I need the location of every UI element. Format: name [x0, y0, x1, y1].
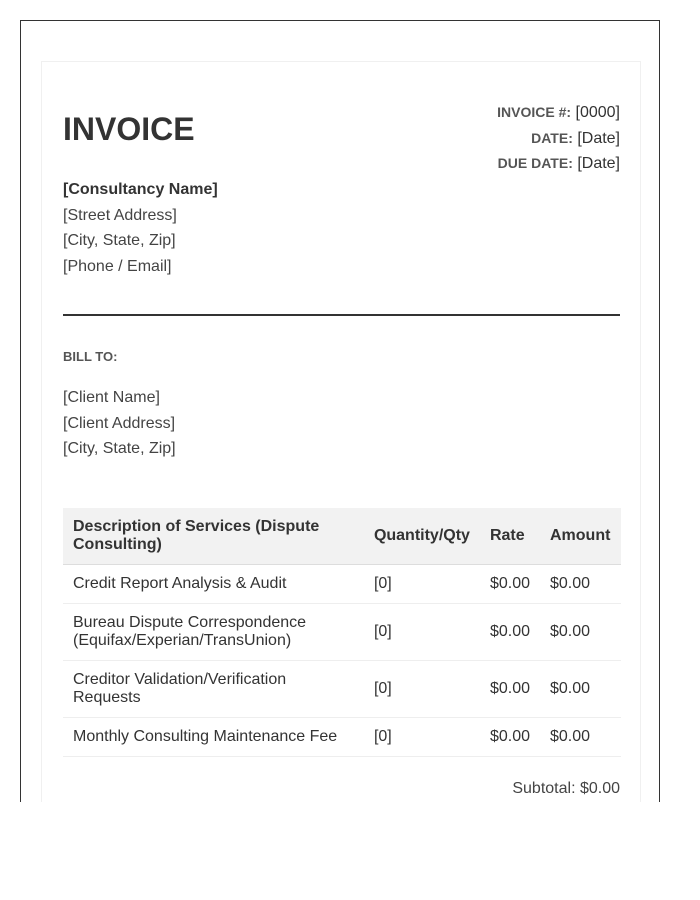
header-amount: Amount	[540, 508, 621, 565]
row-rate: $0.00	[480, 718, 540, 757]
consultancy-name: [Consultancy Name]	[63, 181, 218, 198]
invoice-title: INVOICE	[63, 111, 195, 147]
client-name: [Client Name]	[63, 389, 160, 406]
header-description: Description of Services (Dispute Consulting)	[63, 508, 364, 565]
section-divider	[63, 314, 620, 316]
from-address-block	[63, 177, 218, 279]
row-quantity: [0]	[364, 565, 480, 604]
row-amount: $0.00	[540, 661, 621, 718]
row-rate: $0.00	[480, 565, 540, 604]
due-date-line	[497, 151, 620, 177]
table-row	[63, 718, 621, 757]
table-row	[63, 661, 621, 718]
header-quantity: Quantity/Qty	[364, 508, 480, 565]
invoice-date-label: DATE:	[531, 129, 573, 146]
row-description: Monthly Consulting Maintenance Fee	[63, 718, 364, 757]
invoice-sheet	[41, 61, 641, 802]
row-rate: $0.00	[480, 604, 540, 661]
due-date-label: DUE DATE:	[497, 155, 573, 171]
phone-email: [Phone / Email]	[63, 257, 172, 275]
services-table	[63, 508, 621, 757]
invoice-number-value: [0000]	[575, 104, 620, 121]
client-city-state-zip: [City, State, Zip]	[63, 440, 176, 457]
row-amount: $0.00	[540, 565, 621, 604]
row-description: Creditor Validation/Verification Requests	[63, 661, 364, 718]
street-address: [Street Address]	[63, 206, 177, 224]
bill-to-label: BILL TO:	[63, 349, 118, 364]
page-frame	[20, 20, 660, 802]
table-row	[63, 565, 621, 604]
invoice-date-line	[497, 126, 620, 152]
row-amount: $0.00	[540, 604, 621, 661]
row-quantity: [0]	[364, 661, 480, 718]
subtotal: Subtotal: $0.00	[512, 780, 620, 797]
invoice-meta	[497, 100, 620, 177]
row-amount: $0.00	[540, 718, 621, 757]
invoice-number-label: INVOICE #:	[497, 104, 572, 120]
city-state-zip: [City, State, Zip]	[63, 232, 176, 249]
invoice-date-value: [Date]	[577, 129, 620, 147]
row-quantity: [0]	[364, 604, 480, 661]
row-quantity: [0]	[364, 718, 480, 757]
row-rate: $0.00	[480, 661, 540, 718]
client-address: [Client Address]	[63, 414, 176, 432]
table-header-row	[63, 508, 621, 565]
header-rate: Rate	[480, 508, 540, 565]
invoice-number-line	[497, 100, 620, 126]
due-date-value: [Date]	[577, 155, 620, 172]
row-description: Credit Report Analysis & Audit	[63, 565, 364, 604]
bill-to-block	[63, 385, 176, 462]
table-row	[63, 604, 621, 661]
row-description: Bureau Dispute Correspondence (Equifax/Experian/TransUnion)	[63, 604, 364, 661]
